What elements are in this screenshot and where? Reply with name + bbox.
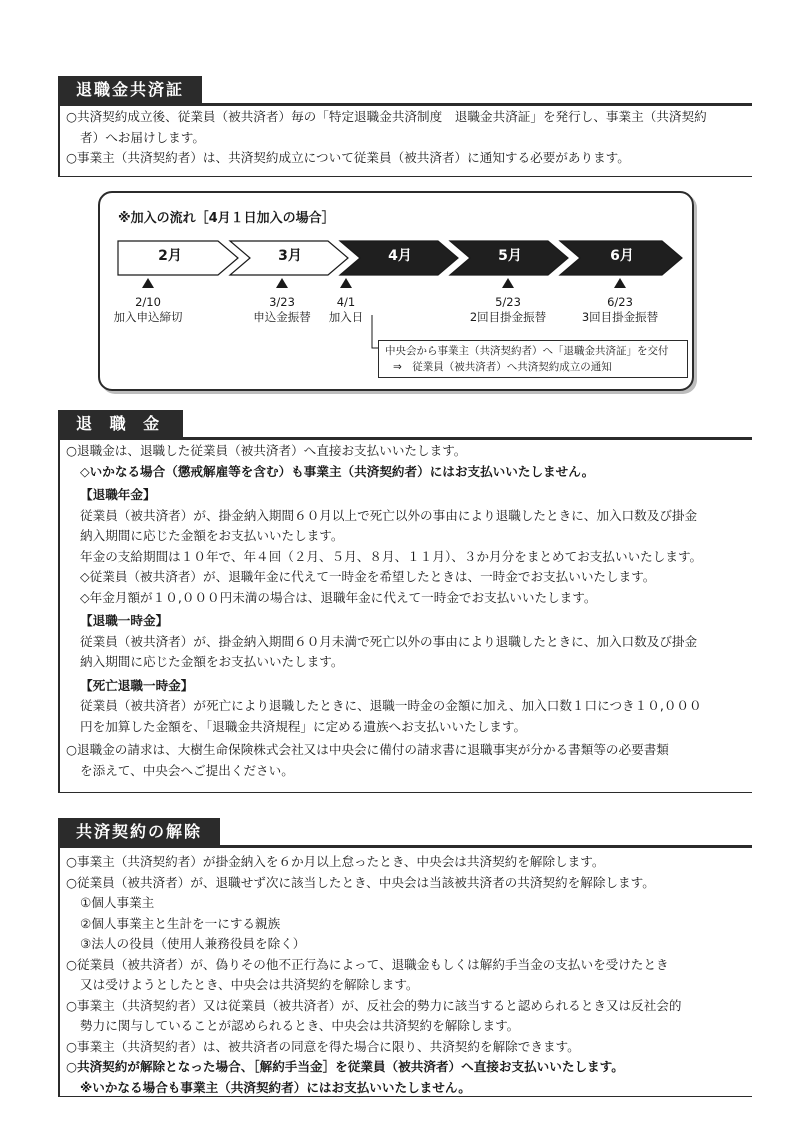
marker-label-apr [301,295,391,325]
marker-date: 6/23 [607,295,633,309]
marker-triangle [614,278,626,288]
flow-note-line: ⇒ 従業員（被共済者）へ共済契約成立の通知 [393,361,612,373]
death-benefit-line: 従業員（被共済者）が死亡により退職したときに、退職一時金の金額に加え、加入口数１口につき１０,０００ [80,698,702,713]
termination-item: ③法人の役員（使用人兼務役員を除く） [80,936,306,951]
termination-body [66,852,746,1098]
month-label-mar: 3月 [278,248,302,264]
retirement-left-bar [58,437,60,793]
pension-line: 年金の支給期間は１０年で、年４回（２月、５月、８月、１１月）、３か月分をまとめてお支払いいたします。 [80,548,703,564]
marker-label-jun [575,295,665,325]
month-label-apr: 4月 [388,248,412,264]
marker-event: 加入日 [328,310,364,324]
pension-line: 従業員（被共済者）が、掛金納入期間６０月以上で死亡以外の事由により退職したときに、加入口数及び掛金 [80,507,698,523]
flow-note [378,340,688,378]
month-label-feb: 2月 [158,248,182,264]
marker-date: 2/10 [135,295,161,309]
certificate-title-rule [58,103,752,106]
retirement-intro: ○退職金は、退職した従業員（被共済者）へ直接お支払いいたします。 [66,443,467,458]
termination-line: ○事業主（共済契約者）が掛金納入を６か月以上怠ったとき、中央会は共済契約を解除します。 [66,854,605,869]
pension-heading: 【退職年金】 [80,487,156,502]
termination-left-bar [58,845,60,1097]
marker-triangle [340,278,352,288]
marker-triangle [276,278,288,288]
pension-line: ◇従業員（被共済者）が、退職年金に代えて一時金を希望したときは、一時金でお支払いいたします。 [80,569,656,584]
marker-label-feb [103,295,193,325]
marker-date: 4/1 [336,295,356,309]
marker-event: 加入申込締切 [113,310,183,324]
certificate-line: ○事業主（共済契約者）は、共済契約成立について従業員（被共済者）に通知する必要があります。 [66,150,630,165]
claim-line: を添えて、中央会へご提出ください。 [80,762,294,778]
death-benefit-line: 円を加算した金額を、「退職金共済規程」に定める遺族へお支払いいたします。 [80,718,527,734]
termination-item: ①個人事業主 [80,895,155,910]
retirement-title-rule [58,437,752,440]
enrollment-flow-box [98,191,694,391]
retirement-bottom-rule [58,792,752,793]
lump-sum-line: 納入期間に応じた金額をお支払いいたします。 [80,654,344,669]
pension-line: 納入期間に応じた金額をお支払いいたします。 [80,528,344,543]
termination-line: ○事業主（共済契約者）は、被共済者の同意を得た場合に限り、共済契約を解除できます。 [66,1038,580,1054]
termination-refund-line: ○共済契約が解除となった場合、［解約手当金］を従業員（被共済者）へ直接お支払いいたします。 [66,1059,624,1074]
certificate-line: ○共済契約成立後、従業員（被共済者）毎の「特定退職金共済制度 退職金共済証」を発行し、事業主（共済契約 [66,109,707,124]
marker-event: 3回目掛金振替 [581,310,659,324]
lump-sum-heading: 【退職一時金】 [80,613,169,628]
termination-line: ○事業主（共済契約者）又は従業員（被共済者）が、反社会的勢力に該当すると認められるとき又は反社会的 [66,997,682,1013]
marker-date: 5/23 [495,295,521,309]
termination-section-title: 共済契約の解除 [58,818,220,846]
marker-label-may [463,295,553,325]
flow-note-line: 中央会から事業主（共済契約者）へ「退職金共済証」を交付 [385,345,669,357]
termination-warning-line: ※いかなる場合も事業主（共済契約者）にはお支払いいたしません。 [80,1079,471,1095]
marker-triangle [142,278,154,288]
marker-date: 3/23 [269,295,295,309]
marker-event: 2回目掛金振替 [469,310,547,324]
termination-title-rule [58,845,752,848]
month-label-may: 5月 [498,248,522,264]
certificate-bottom-rule [58,176,752,177]
flow-title: ※加入の流れ［4月１日加入の場合］ [118,211,335,226]
termination-line: ○従業員（被共済者）が、偽りその他不正行為によって、退職金もしくは解約手当金の支払いを受けたとき [66,956,669,972]
retirement-intro-warning: ◇いかなる場合（懲戒解雇等を含む）も事業主（共済契約者）にはお支払いいたしません。 [80,463,595,479]
certificate-body [66,107,746,169]
termination-item: ②個人事業主と生計を一にする親族 [80,915,281,931]
marker-triangle [502,278,514,288]
retirement-section-title: 退 職 金 [58,410,183,438]
marker-event: 申込金振替 [253,310,311,324]
termination-line: 又は受けようとしたとき、中央会は共済契約を解除します。 [80,977,419,992]
termination-line: ○従業員（被共済者）が、退職せず次に該当したとき、中央会は当該被共済者の共済契約を解除します。 [66,874,655,890]
termination-line: 勢力に関与していることが認められるとき、中央会は共済契約を解除します。 [80,1018,520,1033]
pension-line: ◇年金月額が１０,０００円未満の場合は、退職年金に代えて一時金でお支払いいたします。 [80,589,597,605]
certificate-section-title: 退職金共済証 [58,76,202,104]
certificate-line: 者）へお届けします。 [80,129,205,145]
retirement-body [66,441,746,781]
certificate-left-bar [58,103,60,177]
claim-line: ○退職金の請求は、大樹生命保険株式会社又は中央会に備付の請求書に退職事実が分かる書類等の必要書類 [66,742,669,757]
month-label-jun: 6月 [610,248,634,264]
lump-sum-line: 従業員（被共済者）が、掛金納入期間６０月未満で死亡以外の事由により退職したときに、加入口数及び掛金 [80,633,698,649]
death-benefit-heading: 【死亡退職一時金】 [80,677,194,693]
